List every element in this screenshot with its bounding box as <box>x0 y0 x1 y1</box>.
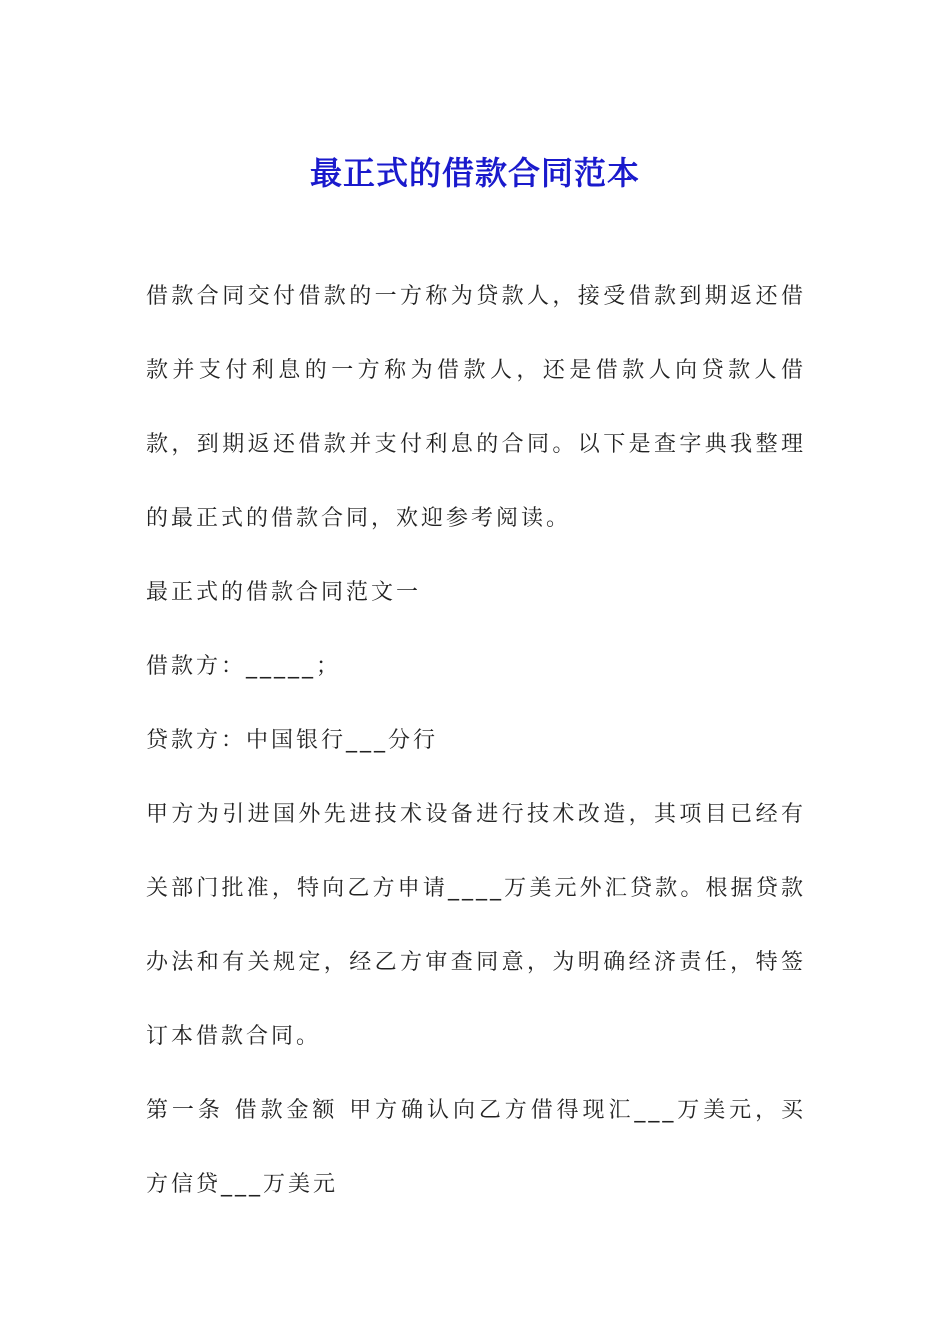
lender-line: 贷款方：中国银行___分行 <box>146 728 439 753</box>
borrower-line: 借款方：_____； <box>146 654 342 679</box>
document-title: 最正式的借款合同范本 <box>309 154 640 193</box>
document-body <box>146 260 806 1222</box>
section-heading: 最正式的借款合同范文一 <box>146 580 422 605</box>
intro-paragraph: 借款合同交付借款的一方称为贷款人，接受借款到期返还借款并支付利息的一方称为借款人，还是借款人向贷款人借款，到期返还借款并支付利息的合同。以下是查字典我整理的最正式的借款合同，欢迎参考阅读。 <box>146 284 806 531</box>
preamble-paragraph: 甲方为引进国外先进技术设备进行技术改造，其项目已经有关部门批准，特向乙方申请____万美元外汇贷款。根据贷款办法和有关规定，经乙方审查同意，为明确经济责任，特签订本借款合同。 <box>146 802 806 1049</box>
article-one-paragraph: 第一条 借款金额 甲方确认向乙方借得现汇___万美元，买方信贷___万美元 <box>146 1098 806 1197</box>
